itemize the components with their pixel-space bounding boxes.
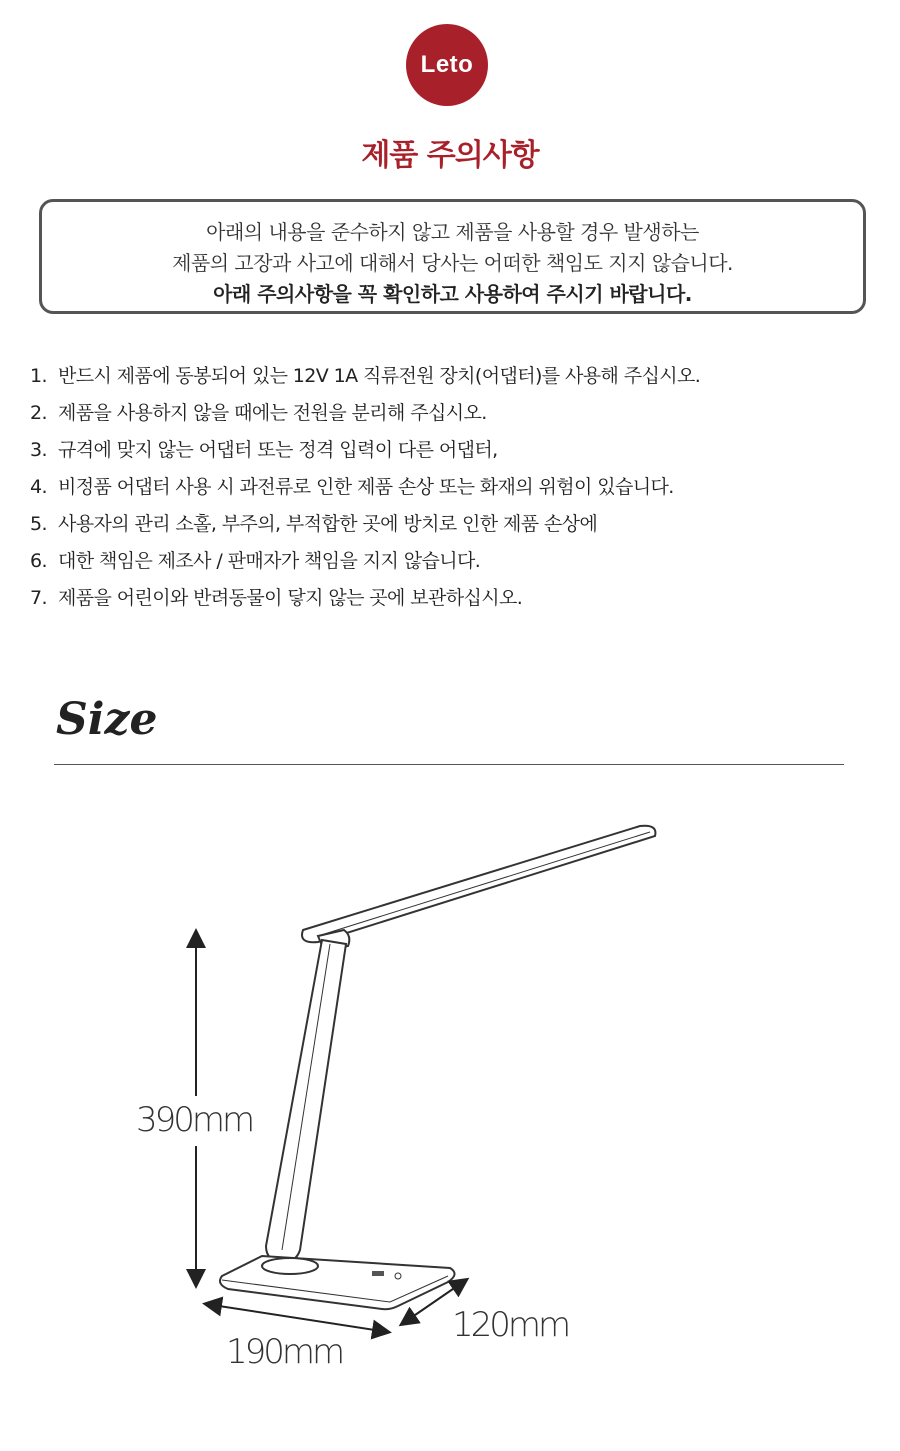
item-number: 1. — [30, 365, 47, 387]
notice-line-2: 제품의 고장과 사고에 대해서 당사는 어떠한 책임도 지지 않습니다. — [172, 251, 733, 275]
item-number: 3. — [30, 439, 47, 461]
item-text: 비정품 어댑터 사용 시 과전류로 인한 제품 손상 또는 화재의 위험이 있습니다. — [58, 476, 674, 498]
item-text: 제품을 사용하지 않을 때에는 전원을 분리해 주십시오. — [58, 402, 487, 424]
list-item — [30, 543, 700, 580]
item-text: 규격에 맞지 않는 어댑터 또는 정격 입력이 다른 어댑터, — [58, 439, 498, 461]
height-label: 390mm — [136, 1100, 253, 1140]
item-number: 4. — [30, 476, 47, 498]
notice-line-3: 아래 주의사항을 꼭 확인하고 사용하여 주시기 바랍니다. — [213, 282, 692, 306]
precautions-list — [30, 358, 700, 617]
list-item — [30, 395, 700, 432]
width-label: 190mm — [226, 1332, 343, 1372]
item-text: 반드시 제품에 동봉되어 있는 12V 1A 직류전원 장치(어댑터)를 사용해 주십시오. — [58, 365, 701, 387]
list-item — [30, 358, 700, 395]
item-number: 7. — [30, 587, 47, 609]
item-number: 6. — [30, 550, 47, 572]
list-item — [30, 469, 700, 506]
lamp-base — [220, 1256, 455, 1309]
brand-logo — [406, 24, 488, 106]
list-item — [30, 506, 700, 543]
item-text: 제품을 어린이와 반려동물이 닿지 않는 곳에 보관하십시오. — [58, 587, 523, 609]
list-item — [30, 432, 700, 469]
brand-logo-text: Leto — [420, 51, 474, 78]
lamp-dimension-diagram — [0, 780, 900, 1420]
list-item — [30, 580, 700, 617]
notice-box — [39, 199, 866, 314]
depth-label: 120mm — [452, 1305, 569, 1345]
item-text: 대한 책임은 제조사 / 판매자가 책임을 지지 않습니다. — [58, 550, 481, 572]
width-arrow — [206, 1304, 388, 1332]
divider — [54, 764, 844, 765]
item-number: 5. — [30, 513, 47, 535]
size-heading: Size — [56, 694, 158, 745]
page-title: 제품 주의사항 — [361, 138, 539, 173]
lamp-head — [302, 826, 655, 943]
item-text: 사용자의 관리 소홀, 부주의, 부적합한 곳에 방치로 인한 제품 손상에 — [58, 513, 598, 535]
lamp-arm — [266, 940, 346, 1262]
notice-line-1: 아래의 내용을 준수하지 않고 제품을 사용할 경우 발생하는 — [206, 220, 699, 244]
item-number: 2. — [30, 402, 47, 424]
